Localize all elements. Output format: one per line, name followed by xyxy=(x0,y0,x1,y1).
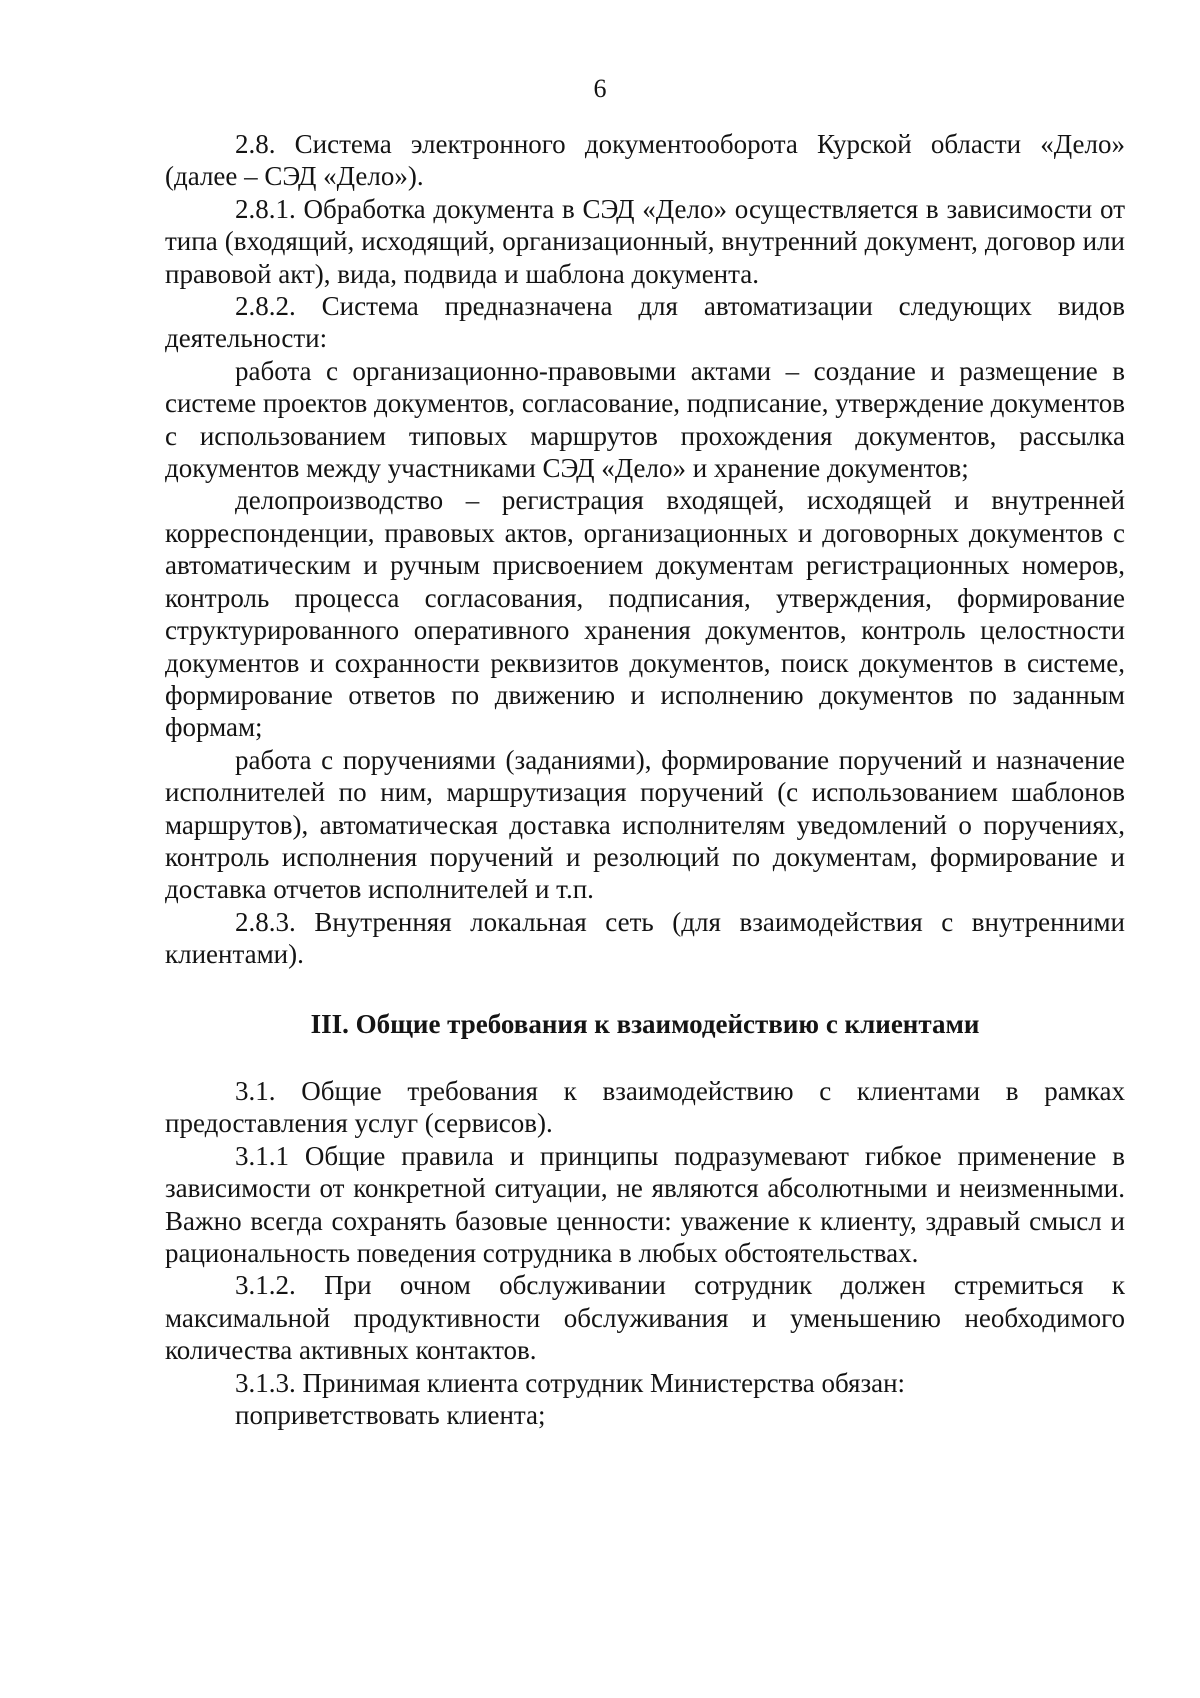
paragraph-3-1-3: 3.1.3. Принимая клиента сотрудник Министерства обязан: xyxy=(235,1367,906,1398)
section-heading: III. Общие требования к взаимодействию с клиентами xyxy=(310,1008,980,1039)
paragraph-2-8-2: 2.8.2. Система предназначена для автоматизации следующих видов деятельности: xyxy=(165,291,1125,354)
paragraph-3-1: 3.1. Общие требования к взаимодействию с клиентами в рамках предоставления услуг (сервисов). xyxy=(165,1075,1125,1139)
paragraph-3-1-1: 3.1.1 Общие правила и принципы подразумевают гибкое применение в зависимости от конкретной ситуации, не являются абсолютными и неизменными. Важно всегда сохранять базовые ценности: уважение к клиенту, здравый смысл и рациональность поведения сотрудника в любых обстоятельствах. xyxy=(165,1140,1125,1268)
paragraph-2-8-1: 2.8.1. Обработка документа в СЭД «Дело» осуществляется в зависимости от типа (входящий, исходящий, организационный, внутренний документ, договор или правовой акт), вида, подвида и шаблона документа. xyxy=(165,193,1125,289)
page-number: 6 xyxy=(593,74,607,103)
list-item-acts: работа с организационно-правовыми актами – создание и размещение в системе проектов документов, согласование, подписание, утверждение документов с использованием типовых маршрутов прохождения документов, рассылка документов между участниками СЭД «Дело» и хранение документов; xyxy=(165,355,1125,484)
paragraph-3-1-2: 3.1.2. При очном обслуживании сотрудник должен стремиться к максимальной продуктивности обслуживания и уменьшению необходимого количества активных контактов. xyxy=(165,1270,1125,1366)
list-item-records-management: делопроизводство – регистрация входящей, исходящей и внутренней корреспонденции, правовых актов, организационных и договорных документов с автоматическим и ручным присвоением документам регистрационных номеров, контроль процесса согласования, подписания, утверждения, формирование структурированного оперативного хранения документов, контроль целостности документов и сохранности реквизитов документов, поиск документов в системе, формирование ответов по движению и исполнению документов по заданным формам; xyxy=(165,485,1125,743)
paragraph-2-8: 2.8. Система электронного документооборота Курской области «Дело» (далее – СЭД «Дело»). xyxy=(165,129,1125,192)
list-item-tasks: работа с поручениями (заданиями), формирование поручений и назначение исполнителей по ним, маршрутизация поручений (с использованием шаблонов маршрутов), автоматическая доставка исполнителям уведомлений о поручениях, контроль исполнения поручений и резолюций по документам, формирование и доставка отчетов исполнителей и т.п. xyxy=(165,744,1125,905)
list-item-greet: поприветствовать клиента; xyxy=(235,1400,546,1431)
document-body xyxy=(165,128,1125,1431)
paragraph-2-8-3: 2.8.3. Внутренняя локальная сеть (для взаимодействия с внутренними клиентами). xyxy=(165,906,1125,970)
